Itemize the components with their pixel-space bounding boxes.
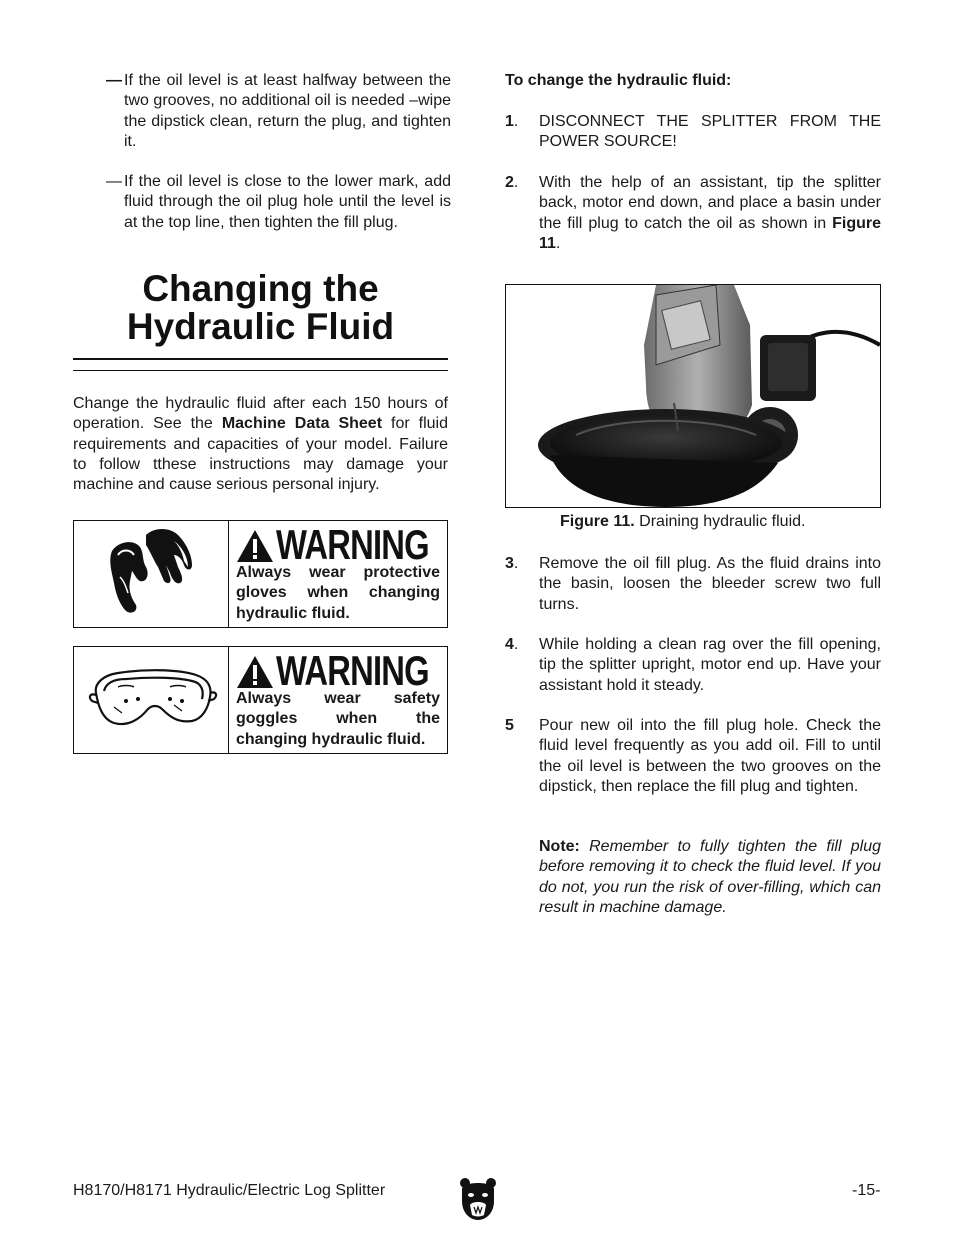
step-text: Pour new oil into the fill plug hole. Check the fluid level frequently as you add oil. Fill to until the oil level is between the two grooves on the dipstick, then replace the fill plug and tighten. [539, 717, 881, 795]
intro-paragraph [73, 394, 448, 495]
footer-model: H8170/H8171 Hydraulic/Electric Log Splitter [73, 1182, 386, 1199]
footer-page-number: -15- [852, 1182, 881, 1199]
section-title [73, 270, 448, 346]
step-3 [505, 554, 881, 615]
step-2 [505, 173, 881, 254]
note-text: Remember to fully tighten the fill plug before removing it to check the fluid level. If you do not, you run the risk of over-filling, which can result in machine damage. [539, 838, 881, 916]
note-label: Note: [539, 838, 580, 855]
step-number: 1. [505, 113, 519, 130]
step-4 [505, 635, 881, 696]
footer-bear-logo [458, 1175, 498, 1221]
warning-box-goggles [73, 646, 448, 754]
bullet-dash: — [106, 72, 122, 89]
warning-message: Always wear safety goggles when the changing hydraulic fluid. [236, 690, 440, 748]
figure-caption [560, 512, 805, 532]
bullet-dash: — [106, 173, 122, 190]
title-rule-thick [73, 358, 448, 360]
step-text: While holding a clean rag over the fill opening, tip the splitter upright, motor end up. Have your assistant hold it steady. [539, 636, 881, 694]
note-paragraph [539, 837, 881, 918]
step-text: With the help of an assistant, tip the splitter back, motor end down, and place a basin under the fill plug to catch the oil as shown in Figure 11. [539, 174, 881, 252]
caption-text: Draining hydraulic fluid. [639, 513, 806, 530]
step-1 [505, 112, 881, 153]
warning-label: WARNING [276, 521, 429, 568]
section-title-line1: Changing the [142, 268, 379, 309]
warning-header [236, 521, 442, 568]
goggles-icon [74, 647, 229, 753]
step-text: DISCONNECT THE SPLITTER FROM THE POWER SOURCE! [539, 113, 881, 151]
warning-triangle-icon [236, 655, 274, 689]
bullet-lower-mark [106, 172, 451, 233]
bullet-text: If the oil level is close to the lower mark, add fluid through the oil plug hole until the level is at the top line, then tighten the fill plug. [124, 173, 451, 231]
warning-label: WARNING [276, 647, 429, 694]
step-5 [505, 716, 881, 797]
warning-triangle-icon [236, 529, 274, 563]
step-number: 5 [505, 717, 514, 734]
bullet-halfway [106, 71, 451, 152]
step-number: 2. [505, 174, 519, 191]
figure-11-photo [505, 284, 881, 508]
step-number: 4. [505, 636, 519, 653]
step-text: Remove the oil fill plug. As the fluid drains into the basin, loosen the bleeder screw two full turns. [539, 555, 881, 613]
warning-box-gloves [73, 520, 448, 628]
intro-part1: Change the hydraulic fluid after each 150 hours of operation. See the [73, 395, 448, 433]
warning-message: Always wear protective gloves when changing hydraulic fluid. [236, 564, 440, 622]
caption-label: Figure 11. [560, 513, 635, 530]
gloves-icon [74, 521, 229, 627]
intro-part2: for fluid requirements and capacities of your model. Failure to follow tthese instructions may damage your machine and cause serious personal injury. [73, 415, 449, 494]
warning-header [236, 647, 442, 694]
title-rule-thin [73, 370, 448, 371]
machine-data-sheet-ref: Machine Data Sheet [221, 415, 383, 433]
figure-11-ref: Figure 11 [539, 214, 881, 252]
procedure-heading: To change the hydraulic fluid: [505, 72, 732, 89]
bear-logo-icon [458, 1175, 498, 1221]
step-number: 3. [505, 555, 519, 572]
bullet-text: If the oil level is at least halfway between the two grooves, no additional oil is needed –wipe the dipstick clean, return the plug, and tighten it. [124, 72, 451, 150]
section-title-line2: Hydraulic Fluid [126, 306, 395, 347]
